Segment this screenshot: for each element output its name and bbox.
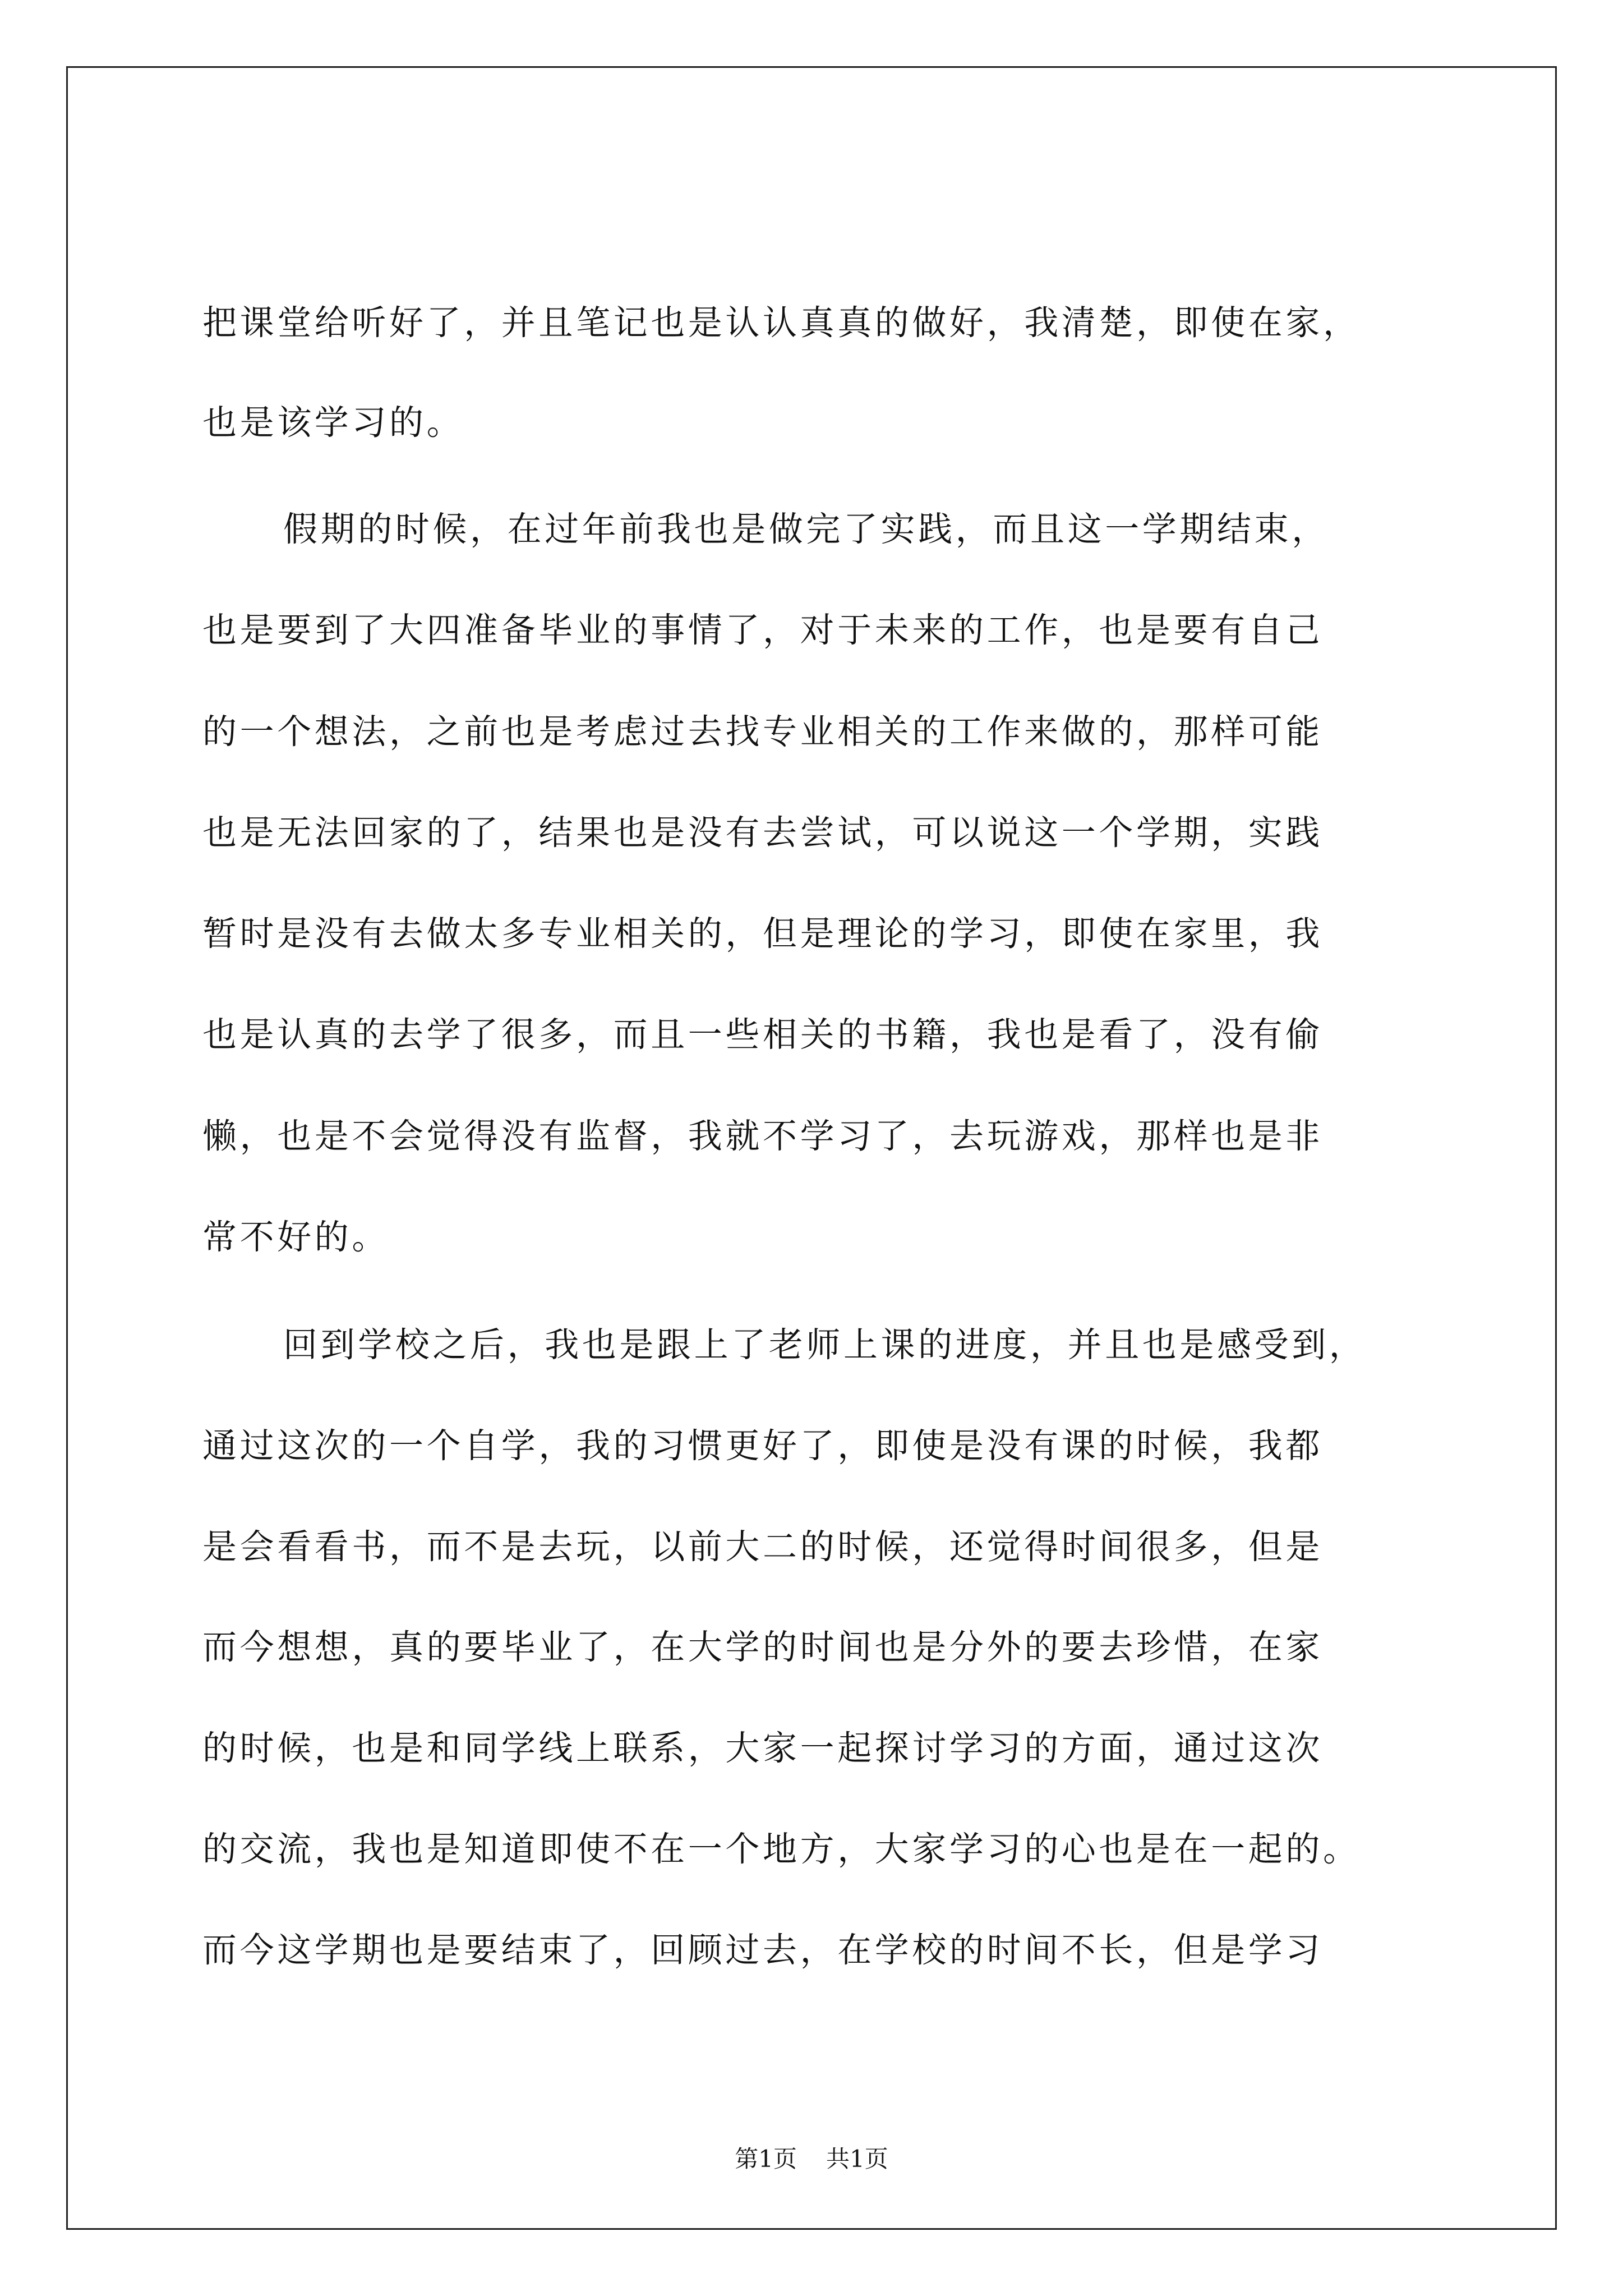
text-line: 而今想想，真的要毕业了，在大学的时间也是分外的要去珍惜，在家 xyxy=(202,1627,1324,1667)
text-line: 常不好的。 xyxy=(202,1217,390,1257)
text-line: 的交流，我也是知道即使不在一个地方，大家学习的心也是在一起的。 xyxy=(202,1829,1361,1869)
page-number-total: 共1页 xyxy=(826,2145,888,2173)
page-number-current: 第1页 xyxy=(735,2145,797,2173)
page-footer xyxy=(68,2142,1555,2176)
text-line: 懒，也是不会觉得没有监督，我就不学习了，去玩游戏，那样也是非 xyxy=(202,1116,1324,1156)
text-line: 也是该学习的。 xyxy=(202,403,464,443)
text-line: 暂时是没有去做太多专业相关的，但是理论的学习，即使在家里，我 xyxy=(202,914,1324,954)
text-line: 而今这学期也是要结束了，回顾过去，在学校的时间不长，但是学习 xyxy=(202,1930,1324,1970)
text-line: 通过这次的一个自学，我的习惯更好了，即使是没有课的时候，我都 xyxy=(202,1426,1324,1466)
text-line: 把课堂给听好了，并且笔记也是认认真真的做好，我清楚，即使在家， xyxy=(202,303,1361,343)
paragraph-start-line: 回到学校之后，我也是跟上了老师上课的进度，并且也是感受到， xyxy=(283,1325,1367,1365)
paragraph-start-line: 假期的时候，在过年前我也是做完了实践，而且这一学期结束， xyxy=(283,509,1329,549)
text-line: 也是要到了大四准备毕业的事情了，对于未来的工作，也是要有自己 xyxy=(202,610,1324,650)
text-line: 是会看看书，而不是去玩，以前大二的时候，还觉得时间很多，但是 xyxy=(202,1527,1324,1567)
text-line: 也是无法回家的了，结果也是没有去尝试，可以说这一个学期，实践 xyxy=(202,813,1324,853)
text-line: 的时候，也是和同学线上联系，大家一起探讨学习的方面，通过这次 xyxy=(202,1728,1324,1768)
text-line: 的一个想法，之前也是考虑过去找专业相关的工作来做的，那样可能 xyxy=(202,712,1324,752)
page-frame xyxy=(66,66,1557,2230)
text-line: 也是认真的去学了很多，而且一些相关的书籍，我也是看了，没有偷 xyxy=(202,1015,1324,1055)
